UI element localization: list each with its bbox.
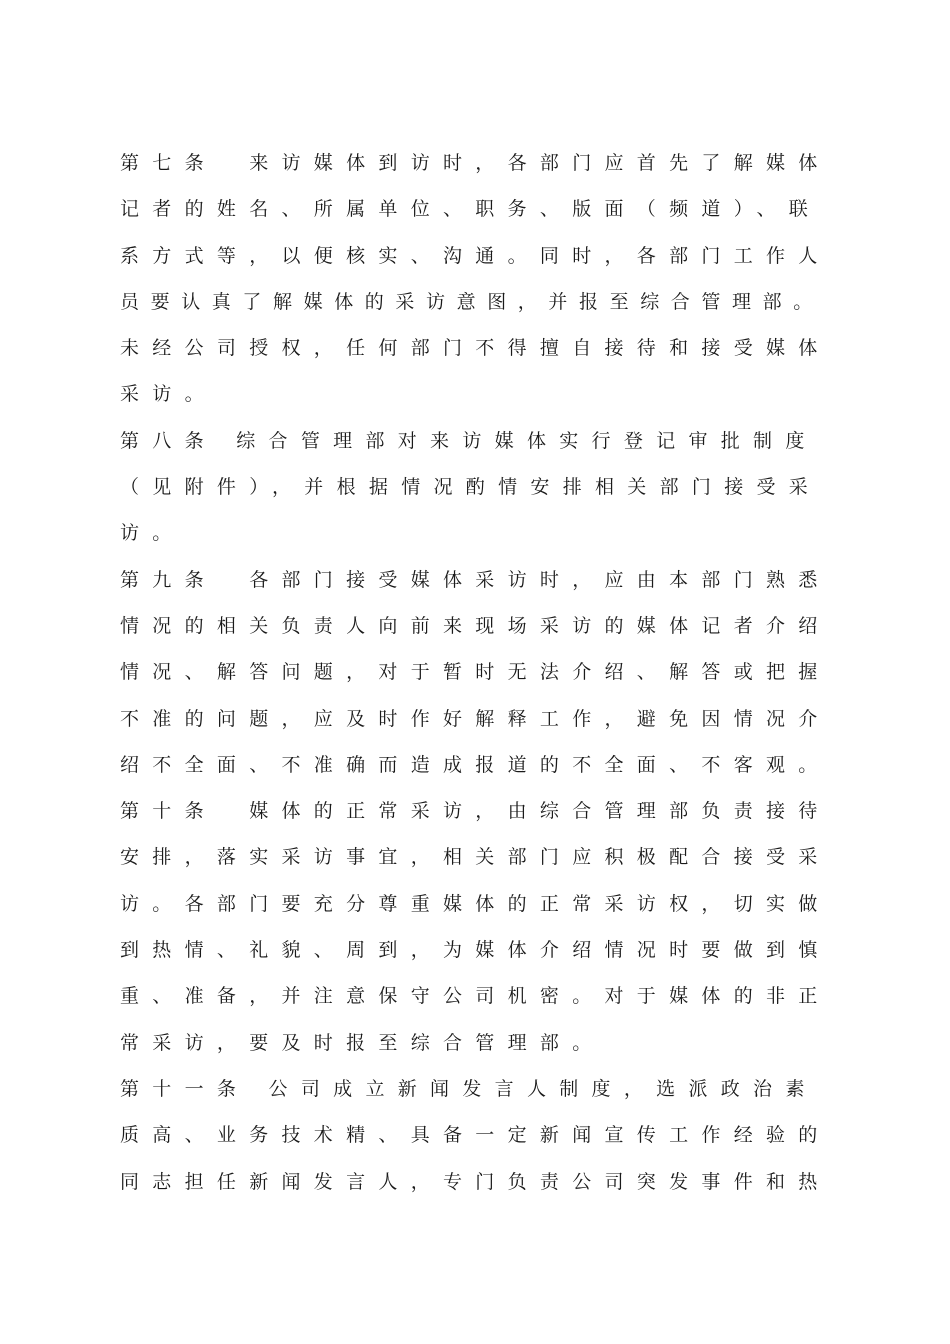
text-line: 重、准备，并注意保守公司机密。对于媒体的非正 xyxy=(120,985,831,1008)
text-line: 到热情、礼貌、周到，为媒体介绍情况时要做到慎 xyxy=(120,939,831,962)
text-line: 第七条 来访媒体到访时，各部门应首先了解媒体 xyxy=(120,152,831,174)
text-line: 访。各部门要充分尊重媒体的正常采访权，切实做 xyxy=(120,892,831,915)
text-line: 质高、业务技术精、具备一定新闻宣传工作经验的 xyxy=(120,1124,831,1147)
text-line: 情况、解答问题，对于暂时无法介绍、解答或把握 xyxy=(120,661,831,684)
text-line: 绍不全面、不准确而造成报道的不全面、不客观。 xyxy=(120,753,831,776)
text-line: （见附件），并根据情况酌情安排相关部门接受采 xyxy=(120,476,822,499)
text-line: 同志担任新闻发言人，专门负责公司突发事件和热 xyxy=(120,1170,831,1193)
text-line: 第十条 媒体的正常采访，由综合管理部负责接待 xyxy=(120,800,831,823)
text-line: 第九条 各部门接受媒体采访时，应由本部门熟悉 xyxy=(120,568,831,591)
text-line: 采访。 xyxy=(120,383,217,406)
text-line: 记者的姓名、所属单位、职务、版面（频道）、联 xyxy=(120,198,822,221)
text-line: 不准的问题，应及时作好解释工作，避免因情况介 xyxy=(120,707,831,730)
text-line: 第八条 综合管理部对来访媒体实行登记审批制度 xyxy=(120,429,818,452)
text-line: 常采访，要及时报至综合管理部。 xyxy=(120,1031,605,1054)
text-line: 未经公司授权，任何部门不得擅自接待和接受媒体 xyxy=(120,337,831,360)
text-line: 访。 xyxy=(120,522,185,545)
text-line: 系方式等，以便核实、沟通。同时，各部门工作人 xyxy=(120,244,831,267)
text-line: 情况的相关负责人向前来现场采访的媒体记者介绍 xyxy=(120,614,831,637)
text-line: 安排，落实采访事宜，相关部门应积极配合接受采 xyxy=(120,846,831,869)
text-line: 员要认真了解媒体的采访意图，并报至综合管理部。 xyxy=(120,290,824,313)
body-text xyxy=(120,140,840,1205)
text-line: 第十一条 公司成立新闻发言人制度，选派政治素 xyxy=(120,1077,818,1100)
